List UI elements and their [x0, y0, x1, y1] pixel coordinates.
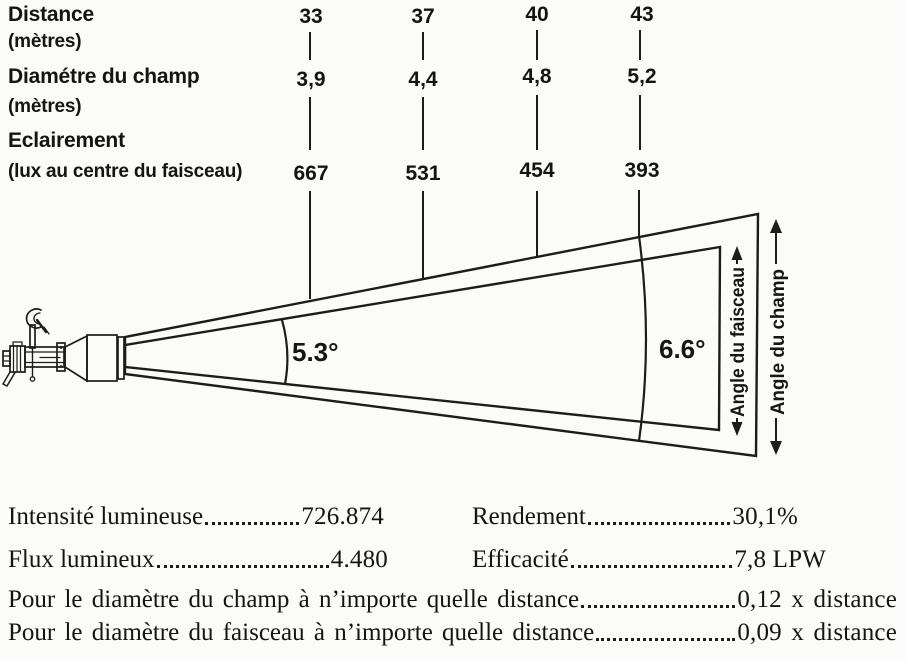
dotted-leader: [581, 605, 735, 608]
beam-angle-axis: [728, 246, 749, 436]
stat-value: 7,8 LPW: [734, 546, 826, 573]
column-tick-lines: [310, 30, 640, 150]
field-diameter-value: 5,2: [627, 65, 657, 88]
illuminance-value: 667: [293, 162, 329, 185]
distance-value: 33: [299, 5, 323, 28]
stat-intensite: [8, 501, 384, 532]
dotted-leader: [596, 638, 735, 641]
value-leader-lines: [310, 190, 639, 299]
field-angle-axis: [768, 219, 789, 455]
beam-angle-value: 5.3°: [292, 337, 339, 367]
dotted-leader: [588, 522, 731, 525]
distance-value: 40: [525, 3, 549, 26]
beam-angle-arc: [282, 320, 287, 384]
stat-label: Efficacité: [472, 546, 569, 573]
formula-value: 0,09 x distance: [737, 619, 897, 646]
field-diameter-value: 4,4: [408, 68, 438, 91]
field-diameter-value: 3,9: [296, 68, 326, 91]
stat-value: 30,1%: [732, 503, 798, 530]
spotlight-fixture-illustration: [3, 309, 124, 386]
formula-value: 0,12 x distance: [737, 586, 897, 613]
formula-label: Pour le diamètre du champ à n’importe quelle distance: [8, 586, 580, 613]
field-diameter-value: 4,8: [522, 65, 552, 88]
stat-label: Intensité lumineuse: [8, 503, 204, 530]
stat-label: Flux lumineux: [8, 546, 155, 573]
illuminance-value: 393: [624, 159, 660, 182]
dotted-leader: [571, 565, 733, 568]
illuminance-value: 454: [519, 159, 555, 182]
formula-beam-diameter: [8, 617, 897, 648]
rear-handle: [3, 372, 15, 386]
distance-row-label: Distance: [8, 3, 94, 26]
rear-cap: [3, 351, 10, 366]
lamp-housing-fins: [14, 347, 21, 371]
field-diameter-row-label: Diamétre du champ: [8, 65, 200, 88]
lens-barrel: [87, 335, 117, 381]
down-arrow-icon: [732, 422, 743, 436]
bracket-screw: [60, 365, 63, 368]
distance-value: 43: [630, 3, 654, 26]
stat-rendement: [472, 501, 798, 532]
clamp-bolt: [37, 320, 46, 332]
illuminance-row-label: Eclairement: [8, 129, 125, 152]
stat-value: 4.480: [330, 546, 388, 573]
field-angle-value: 6.6°: [659, 334, 706, 364]
dotted-leader: [205, 522, 299, 525]
stat-value: 726.874: [301, 503, 384, 530]
stat-efficacite: [472, 544, 826, 575]
field-diameter-row-unit: (mètres): [8, 96, 82, 117]
yoke-arm: [30, 325, 35, 348]
up-arrow-icon: [732, 246, 743, 260]
dotted-leader: [157, 565, 329, 568]
illuminance-row-unit: (lux au centre du faisceau): [8, 161, 243, 182]
field-angle-arc: [639, 236, 646, 441]
formula-field-diameter: [8, 584, 897, 615]
lens-cone: [65, 336, 87, 381]
illuminance-value: 531: [405, 162, 441, 185]
beam-angle-axis-label: Angle du faisceau: [728, 254, 749, 417]
formula-label: Pour le diamètre du faisceau à n’importe quelle distance: [8, 619, 595, 646]
distance-row-unit: (mètres): [8, 31, 82, 52]
bracket-screw: [60, 346, 63, 349]
stat-label: Rendement: [472, 503, 586, 530]
lens-front-lip: [118, 337, 124, 379]
fixture-body-lines: [25, 352, 64, 363]
field-angle-axis-label: Angle du champ: [768, 267, 789, 415]
rear-cap-lines: [3, 356, 10, 361]
stat-flux: [8, 544, 388, 575]
distance-value: 37: [411, 5, 435, 28]
